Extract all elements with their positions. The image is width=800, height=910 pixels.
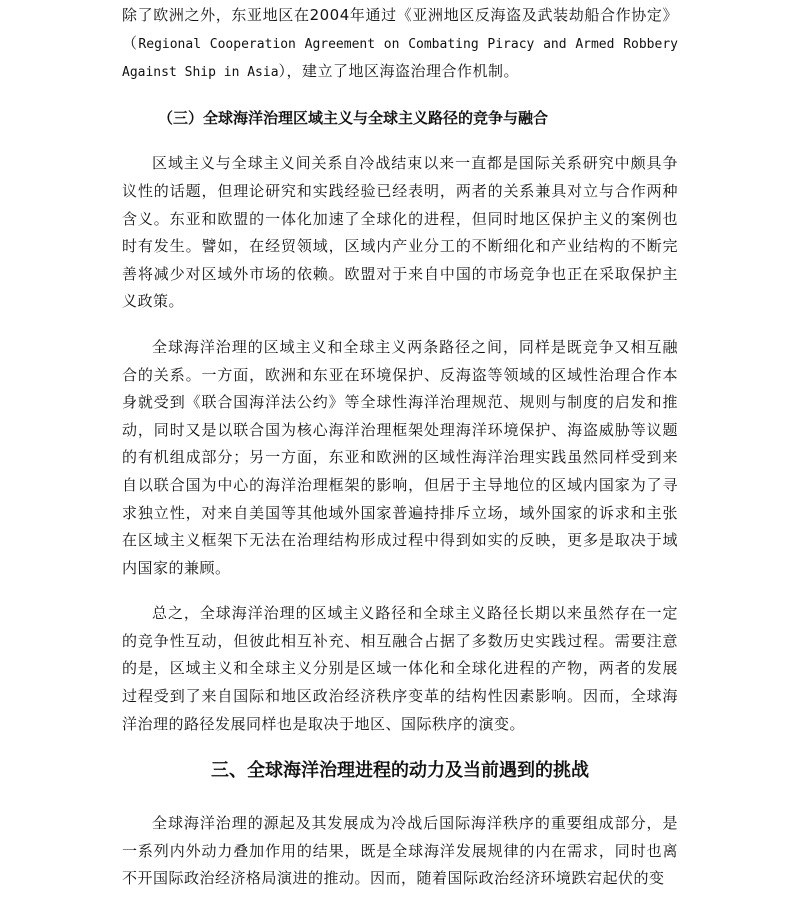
spacer bbox=[122, 738, 678, 756]
section-heading-three: 三、全球海洋治理进程的动力及当前遇到的挑战 bbox=[211, 760, 589, 782]
spacer bbox=[122, 87, 678, 105]
spacer bbox=[122, 132, 678, 150]
subheading-regionalism-globalism: （三）全球海洋治理区域主义与全球主义路径的竞争与融合 bbox=[158, 108, 549, 127]
paragraph-text: ），建立了地区海盗治理合作机制。 bbox=[278, 62, 520, 81]
spacer bbox=[122, 786, 678, 810]
paragraph-conclusion: 总之，全球海洋治理的区域主义路径和全球主义路径长期以来虽然存在一定的竞争性互动，但彼此相互补充、相互融合占据了多数历史实践过程。需要注意的是，区域主义和全球主义分别是区域一体化和全球化进程的产物，两者的发展过程受到了来自国际和地区政治经济秩序变革的结构性因素影响。因而，全球海洋治理的路径发展同样也是取决于地区、国际秩序的演变。 bbox=[122, 604, 678, 733]
spacer bbox=[122, 582, 678, 600]
paragraph-text: 除了欧洲之外，东亚地区在2004年通过《亚洲地区反海盗及武装劫船合作协定》（ bbox=[122, 6, 678, 52]
paragraph-governance-origins: 全球海洋治理的源起及其发展成为冷战后国际海洋秩序的重要组成部分，是一系列内外动力叠加作用的结果，既是全球海洋发展规律的内在需求，同时也离不开国际政治经济格局演进的推动。因而，随着国际政治经济环境跌宕起伏的变 bbox=[122, 814, 678, 888]
paragraph-east-asia-piracy bbox=[122, 2, 678, 87]
document-page bbox=[122, 0, 678, 893]
spacer bbox=[122, 316, 678, 334]
paragraph-two-paths: 全球海洋治理的区域主义和全球主义两条路径之间，同样是既竞争又相互融合的关系。一方面，欧洲和东亚在环境保护、反海盗等领域的区域性治理合作本身就受到《联合国海洋法公约》等全球性海洋治理规范、规则与制度的启发和推动，同时又是以联合国为核心海洋治理框架处理海洋环境保护、海盗威胁等议题的有机组成部分；另一方面，东亚和欧洲的区域性海洋治理实践虽然同样受到来自以联合国为中心的海洋治理框架的影响，但居于主导地位的区域内国家为了寻求独立性，对来自美国等其他域外国家普遍持排斥立场，域外国家的诉求和主张在区域主义框架下无法在治理结构形成过程中得到如实的反映，更多是取决于域内国家的兼顾。 bbox=[122, 337, 678, 577]
paragraph-regionalism-debate: 区域主义与全球主义间关系自冷战结束以来一直都是国际关系研究中颇具争议性的话题，但理论研究和实践经验已经表明，两者的关系兼具对立与合作两种含义。东亚和欧盟的一体化加速了全球化的进程，但同时地区保护主义的案例也时有发生。譬如，在经贸领域，区域内产业分工的不断细化和产业结构的不断完善将减少对区域外市场的依赖。欧盟对于来自中国的市场竞争也正在采取保护主义政策。 bbox=[122, 154, 678, 311]
english-agreement-name: Regional Cooperation Agreement on Combating Piracy and Armed Robbery Against Ship in Asia bbox=[122, 36, 678, 81]
